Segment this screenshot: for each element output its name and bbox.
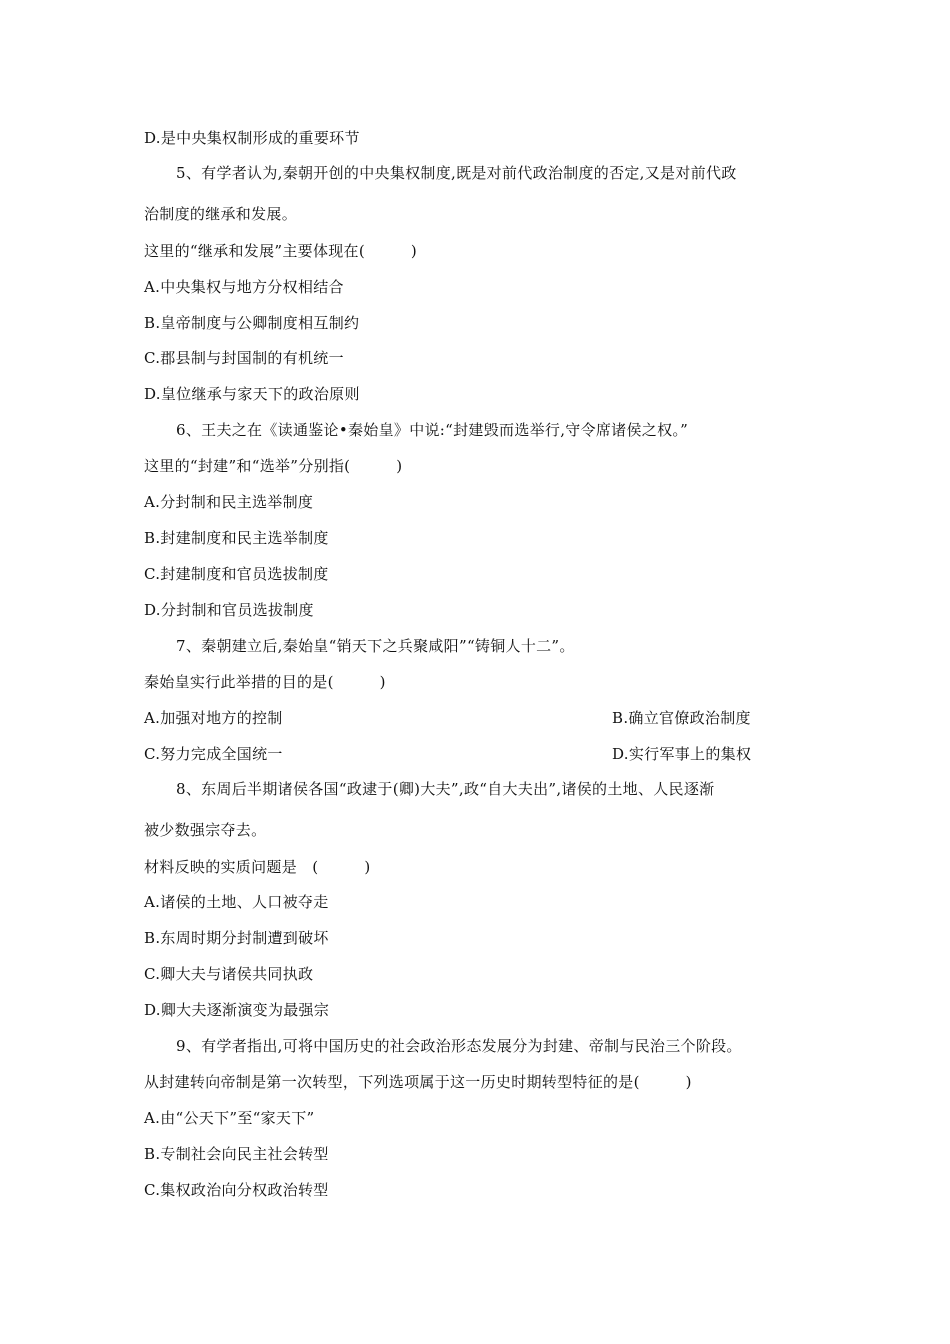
option-5b: B.皇帝制度与公卿制度相互制约 [144, 314, 360, 332]
option-7b: B.确立官僚政治制度 [612, 709, 751, 727]
question-8-stem: 8、东周后半期诸侯各国“政逮于(卿)大夫”,政“自大夫出”,诸侯的土地、人民逐渐 [176, 780, 715, 798]
question-5-stem-cont: 治制度的继承和发展。 [144, 205, 298, 223]
option-6b: B.封建制度和民主选举制度 [144, 529, 329, 547]
question-6-stem: 6、王夫之在《读通鉴论•秦始皇》中说:“封建毁而选举行,守令席诸侯之权。” [176, 421, 689, 439]
question-7-prompt: 秦始皇实行此举措的目的是( ) [144, 673, 386, 691]
question-9-stem: 9、有学者指出,可将中国历史的社会政治形态发展分为封建、帝制与民治三个阶段。 [176, 1037, 742, 1055]
question-9-prompt: 从封建转向帝制是第一次转型，下列选项属于这一历史时期转型特征的是( ) [144, 1073, 692, 1091]
option-5d: D.皇位继承与家天下的政治原则 [144, 385, 360, 403]
question-8-stem-cont: 被少数强宗夺去。 [144, 821, 267, 839]
option-9b: B.专制社会向民主社会转型 [144, 1145, 329, 1163]
option-8c: C.卿大夫与诸侯共同执政 [144, 965, 314, 983]
option-9c: C.集权政治向分权政治转型 [144, 1181, 329, 1199]
question-5-stem: 5、有学者认为,秦朝开创的中央集权制度,既是对前代政治制度的否定,又是对前代政 [176, 164, 737, 182]
option-8a: A.诸侯的土地、人口被夺走 [144, 893, 329, 911]
option-7d: D.实行军事上的集权 [612, 745, 752, 763]
question-7-stem: 7、秦朝建立后,秦始皇“销天下之兵聚咸阳”“铸铜人十二”。 [176, 637, 575, 655]
option-6c: C.封建制度和官员选拔制度 [144, 565, 329, 583]
option-9a: A.由“公天下”至“家天下” [144, 1109, 315, 1127]
option-8b: B.东周时期分封制遭到破坏 [144, 929, 329, 947]
option-7c: C.努力完成全国统一 [144, 745, 283, 763]
question-8-prompt: 材料反映的实质问题是 ( ) [144, 858, 371, 876]
option-6d: D.分封制和官员选拔制度 [144, 601, 314, 619]
option-4d: D.是中央集权制形成的重要环节 [144, 129, 360, 147]
option-8d: D.卿大夫逐渐演变为最强宗 [144, 1001, 330, 1019]
question-5-prompt: 这里的“继承和发展”主要体现在( ) [144, 242, 418, 260]
question-6-prompt: 这里的“封建”和“选举”分别指( ) [144, 457, 403, 475]
option-7a: A.加强对地方的控制 [144, 709, 283, 727]
option-6a: A.分封制和民主选举制度 [144, 493, 314, 511]
option-5c: C.郡县制与封国制的有机统一 [144, 349, 344, 367]
option-5a: A.中央集权与地方分权相结合 [144, 278, 344, 296]
